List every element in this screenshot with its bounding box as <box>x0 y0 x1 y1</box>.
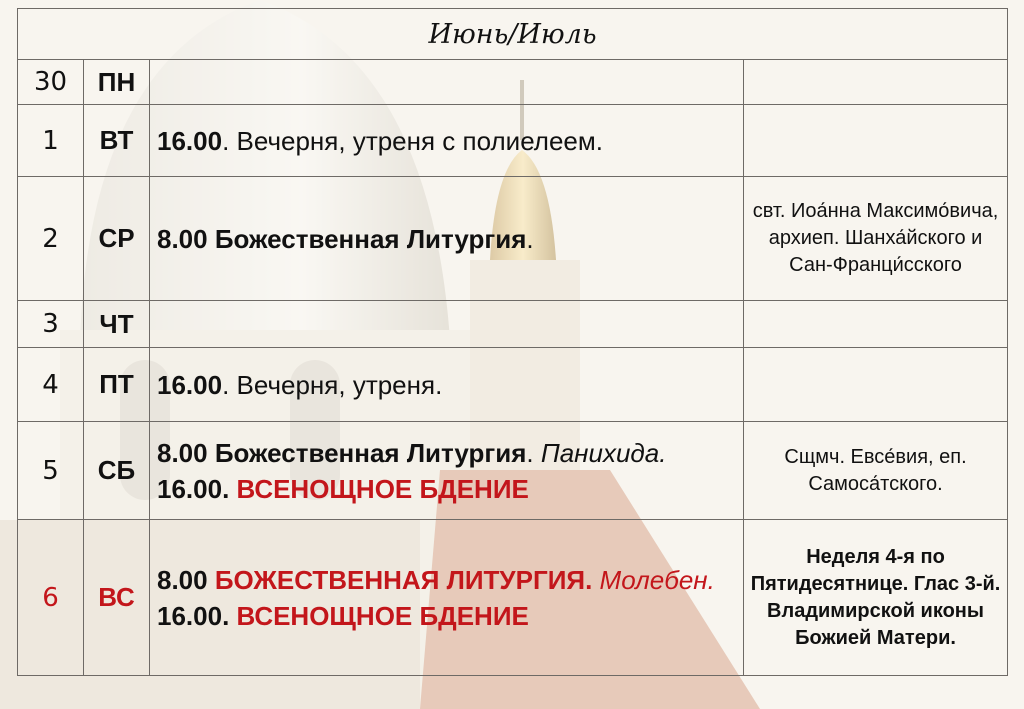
service-title: 8.00 Божественная Литургия <box>157 437 527 468</box>
service-time: 8.00 <box>157 564 208 595</box>
service-extra: Молебен. <box>599 564 715 595</box>
services-cell <box>150 422 744 520</box>
day-number: 5 <box>18 422 84 520</box>
services-cell <box>150 348 744 422</box>
weekday: ПТ <box>84 348 150 422</box>
service-line <box>157 598 743 634</box>
service-time: 16.00. <box>157 473 230 504</box>
day-number: 30 <box>18 60 84 105</box>
table-row <box>18 520 1008 676</box>
table-row <box>18 60 1008 105</box>
service-text: . Вечерня, утреня. <box>222 369 443 400</box>
services-cell <box>150 520 744 676</box>
vigil-label: ВСЕНОЩНОЕ БДЕНИЕ <box>236 473 529 504</box>
table-row <box>18 422 1008 520</box>
day-number: 6 <box>18 520 84 676</box>
weekday: ЧТ <box>84 301 150 348</box>
title-row <box>18 9 1008 60</box>
feast-note <box>744 301 1008 348</box>
weekday: СБ <box>84 422 150 520</box>
service-title: 8.00 Божественная Литургия <box>157 223 527 254</box>
weekday: СР <box>84 177 150 301</box>
table-row <box>18 301 1008 348</box>
weekday: ВС <box>84 520 150 676</box>
feast-note: свт. Иоа́нна Максимо́вича, архиеп. Шанха́йского и Сан-Франци́сского <box>744 177 1008 301</box>
service-time: 16.00. <box>157 600 230 631</box>
feast-note <box>744 105 1008 177</box>
table-row <box>18 177 1008 301</box>
service-line <box>157 435 743 471</box>
day-number: 3 <box>18 301 84 348</box>
day-number: 4 <box>18 348 84 422</box>
month-title: Июнь/Июль <box>18 9 1008 60</box>
vigil-label: ВСЕНОЩНОЕ БДЕНИЕ <box>236 600 529 631</box>
weekday: ВТ <box>84 105 150 177</box>
feast-note <box>744 348 1008 422</box>
service-time: 16.00 <box>157 369 223 400</box>
day-number: 2 <box>18 177 84 301</box>
feast-note: Неделя 4-я по Пятидесятнице. Глас 3-й. Владимирской иконы Божией Матери. <box>744 520 1008 676</box>
services-cell <box>150 105 744 177</box>
services-cell <box>150 301 744 348</box>
service-text: . <box>526 223 534 254</box>
schedule-table <box>17 8 1008 676</box>
service-text: . <box>526 437 541 468</box>
services-cell <box>150 60 744 105</box>
day-number: 1 <box>18 105 84 177</box>
service-time: 16.00 <box>157 125 223 156</box>
liturgy-label: БОЖЕСТВЕННАЯ ЛИТУРГИЯ. <box>214 564 593 595</box>
services-cell <box>150 177 744 301</box>
weekday: ПН <box>84 60 150 105</box>
service-text: . Вечерня, утреня с полиелеем. <box>222 125 603 156</box>
feast-note: Сщмч. Евсе́вия, еп. Самоса́тского. <box>744 422 1008 520</box>
table-row <box>18 105 1008 177</box>
table-row <box>18 348 1008 422</box>
service-line <box>157 471 743 507</box>
service-extra: Панихида. <box>540 437 667 468</box>
service-line <box>157 562 743 598</box>
feast-note <box>744 60 1008 105</box>
